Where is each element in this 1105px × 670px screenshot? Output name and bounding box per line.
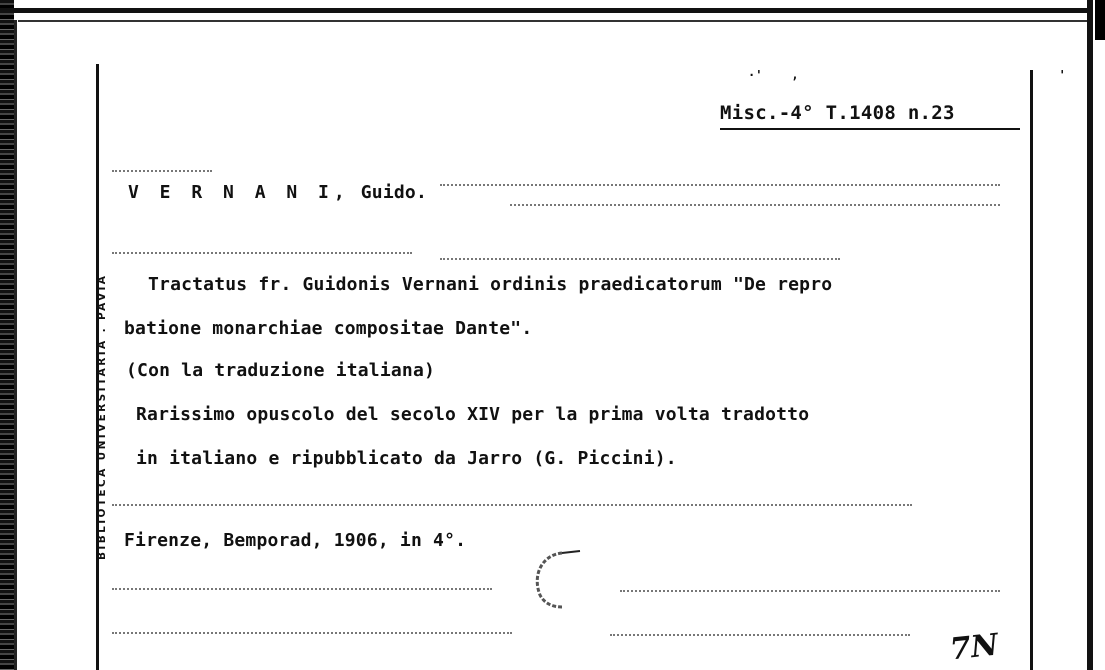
shelfmark-underline <box>720 128 1020 130</box>
ink-specks: ·' , ' <box>748 68 1066 82</box>
title-line-1: Tractatus fr. Guidonis Vernani ordinis praedicatorum "De repro <box>148 274 833 295</box>
author-surname: V E R N A N I, <box>128 182 350 203</box>
library-stamp: BIBLIOTECA UNIVERSITARIA . PAVIA <box>96 273 108 560</box>
dotted-guide <box>112 588 492 590</box>
dotted-guide <box>510 204 1000 206</box>
title-line-3: (Con la traduzione italiana) <box>126 360 436 381</box>
shelfmark: Misc.-4° T.1408 n.23 <box>720 102 955 124</box>
title-line-5: in italiano e ripubblicato da Jarro (G. Piccini). <box>136 448 677 469</box>
scan-corner-right <box>1095 0 1105 40</box>
card-top-border <box>18 20 1088 22</box>
author-given-name: Guido. <box>360 182 427 203</box>
scan-edge-right <box>1087 0 1093 670</box>
dotted-guide <box>112 632 512 634</box>
author-heading <box>128 182 427 203</box>
card-margin-rule-right <box>1030 70 1033 670</box>
dotted-guide <box>440 258 840 260</box>
imprint: Firenze, Bemporad, 1906, in 4°. <box>124 530 467 551</box>
title-line-4: Rarissimo opuscolo del secolo XIV per la prima volta tradotto <box>136 404 810 425</box>
dotted-guide <box>610 634 910 636</box>
dotted-guide <box>112 504 912 506</box>
dotted-guide <box>112 252 412 254</box>
scan-edge-left-inner <box>14 20 17 670</box>
dotted-guide <box>440 184 1000 186</box>
dotted-guide <box>620 590 1000 592</box>
title-line-2: batione monarchiae compositae Dante". <box>124 318 533 339</box>
partial-stamp-mark <box>522 545 592 615</box>
scan-edge-left <box>0 0 14 670</box>
dotted-guide <box>112 170 212 172</box>
scan-edge-top <box>0 8 1088 13</box>
pencil-note: 7N <box>948 627 1000 668</box>
